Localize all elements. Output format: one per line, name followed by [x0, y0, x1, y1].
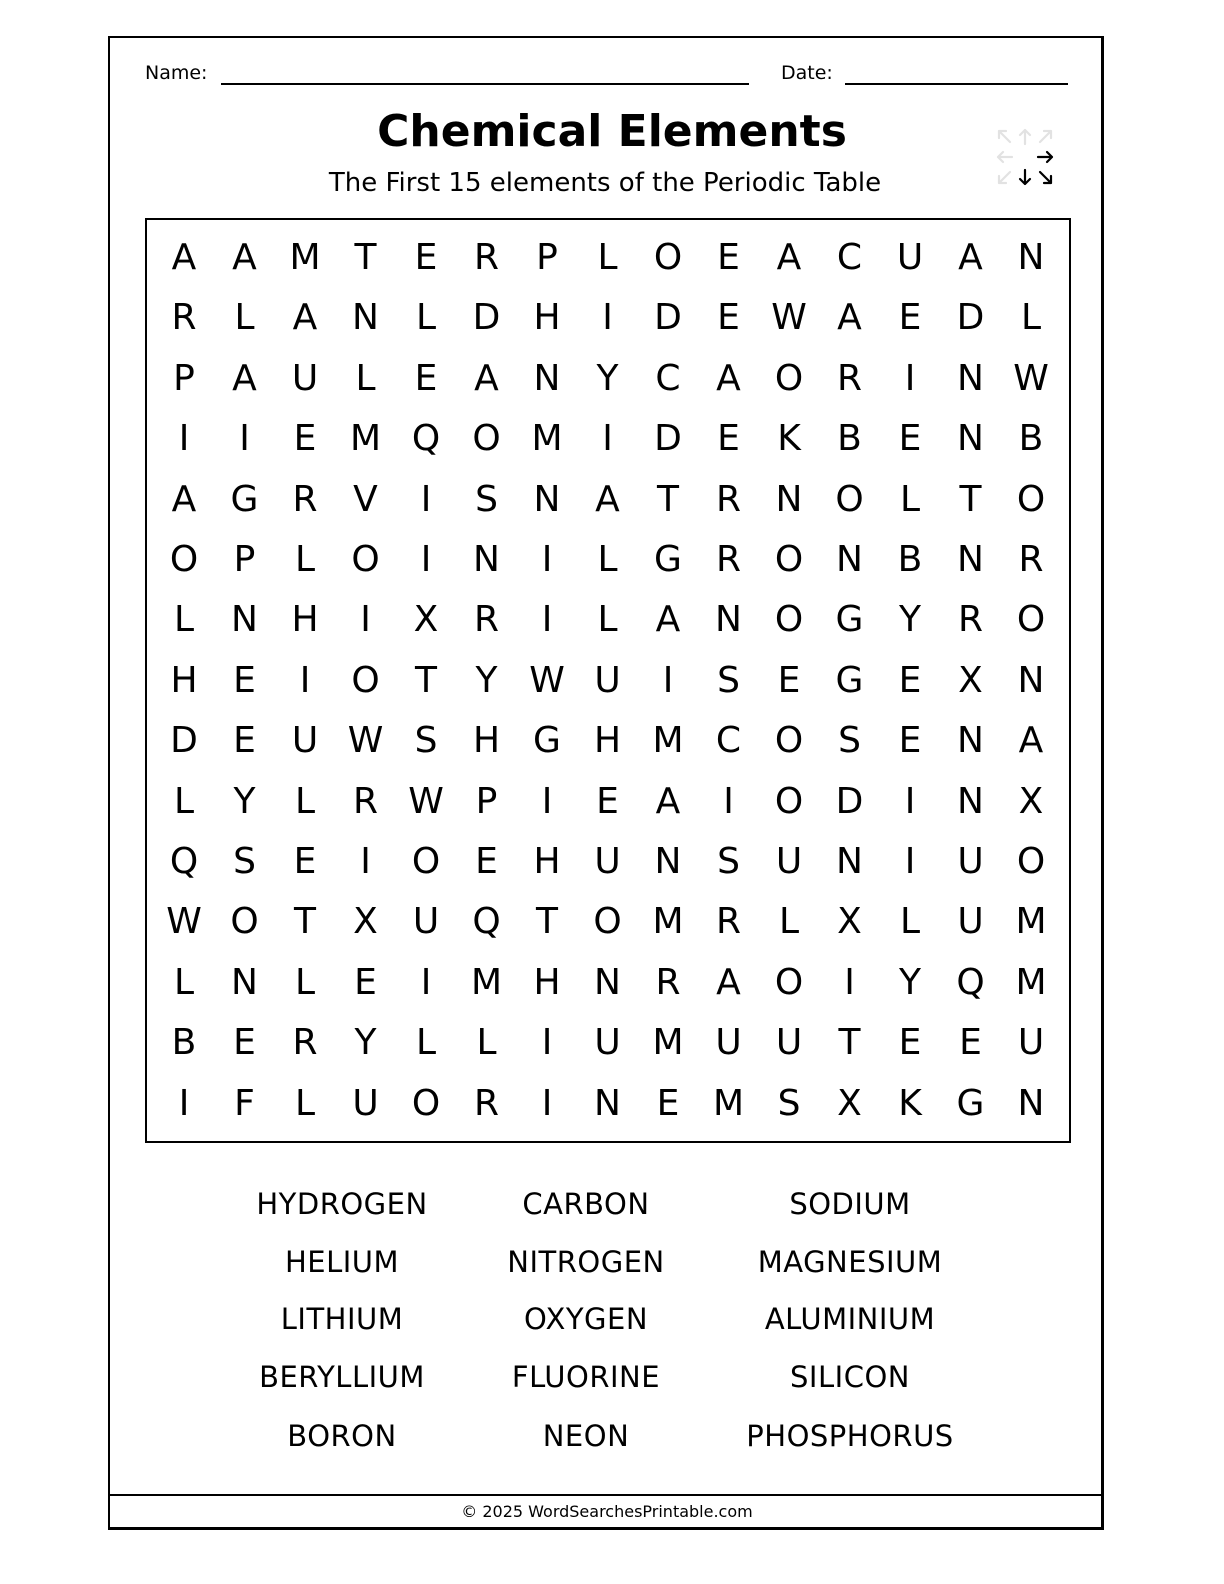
grid-cell[interactable]: I	[723, 780, 734, 822]
grid-cell[interactable]: O	[653, 237, 683, 278]
grid-cell[interactable]: U	[1017, 1022, 1045, 1064]
grid-cell[interactable]: A	[776, 237, 802, 278]
grid-cell[interactable]: I	[541, 1082, 553, 1124]
grid-cell[interactable]: N	[533, 357, 561, 399]
grid-cell[interactable]: L	[173, 599, 195, 641]
grid-cell[interactable]: R	[171, 297, 197, 339]
grid-cell[interactable]: X	[958, 659, 983, 701]
grid-cell[interactable]: L	[294, 780, 316, 822]
grid-cell[interactable]: Q	[169, 841, 199, 882]
grid-cell[interactable]: H	[533, 841, 561, 882]
grid-cell[interactable]: N	[1017, 237, 1045, 278]
word-list-item: NEON	[542, 1419, 630, 1453]
grid-cell[interactable]: M	[289, 237, 321, 278]
grid-cell[interactable]: I	[602, 297, 613, 339]
grid-cell[interactable]: D	[835, 780, 864, 822]
word-list-item: BORON	[287, 1419, 397, 1453]
grid-cell[interactable]: H	[291, 599, 319, 641]
page-title: Chemical Elements	[377, 106, 847, 157]
grid-cell[interactable]: A	[655, 599, 681, 641]
word-list-item: PHOSPHORUS	[746, 1419, 954, 1453]
grid-cell[interactable]: M	[1015, 961, 1047, 1003]
grid-cell[interactable]: U	[412, 901, 440, 943]
grid-cell[interactable]: M	[652, 1022, 684, 1064]
grid-cell[interactable]: N	[957, 418, 984, 460]
grid-cell[interactable]: D	[170, 720, 198, 762]
grid-cell[interactable]: N	[1017, 659, 1045, 701]
grid-cell[interactable]: B	[171, 1022, 197, 1064]
grid-cell[interactable]: E	[898, 720, 922, 762]
grid-cell[interactable]: L	[1020, 297, 1042, 339]
grid-cell[interactable]: E	[233, 659, 256, 701]
grid-cell[interactable]: U	[594, 841, 621, 882]
grid-cell[interactable]: H	[533, 297, 561, 339]
grid-cell[interactable]: N	[594, 961, 621, 1003]
grid-cell[interactable]: L	[355, 357, 376, 399]
grid-cell[interactable]: M	[652, 720, 684, 762]
grid-cell[interactable]: L	[597, 237, 618, 278]
grid-cell[interactable]: O	[593, 901, 622, 943]
grid-cell[interactable]: U	[291, 357, 319, 399]
grid-cell[interactable]: C	[836, 237, 863, 278]
grid-cell[interactable]: L	[415, 297, 437, 339]
grid-cell[interactable]: P	[233, 539, 256, 580]
grid-cell[interactable]: N	[957, 780, 984, 822]
grid-cell[interactable]: I	[178, 1082, 190, 1124]
grid-cell[interactable]: E	[717, 297, 740, 339]
grid-cell[interactable]: I	[541, 539, 553, 580]
grid-cell[interactable]: S	[838, 720, 861, 762]
word-list-item: SILICON	[790, 1360, 910, 1394]
grid-cell[interactable]: T	[294, 901, 316, 943]
grid-cell[interactable]: I	[299, 659, 311, 701]
name-label: Name:	[145, 62, 208, 84]
word-list-item: HYDROGEN	[256, 1187, 428, 1221]
grid-cell[interactable]: O	[230, 901, 259, 943]
grid-cell[interactable]: X	[1018, 780, 1044, 822]
grid-cell[interactable]: E	[414, 357, 438, 399]
grid-cell[interactable]: H	[533, 961, 561, 1003]
grid-cell[interactable]: U	[291, 720, 319, 762]
grid-cell[interactable]: D	[956, 297, 985, 339]
grid-cell[interactable]: I	[904, 780, 916, 822]
grid-cell[interactable]: A	[595, 478, 620, 520]
grid-cell[interactable]: N	[957, 539, 984, 580]
grid-cell[interactable]: L	[234, 297, 255, 339]
grid-cell[interactable]: R	[352, 780, 378, 822]
grid-cell[interactable]: I	[420, 539, 432, 580]
word-list-item: HELIUM	[284, 1245, 400, 1279]
grid-cell[interactable]: E	[717, 237, 740, 278]
grid-cell[interactable]: L	[415, 1022, 437, 1064]
grid-cell[interactable]: N	[533, 478, 561, 520]
grid-cell[interactable]: L	[778, 901, 800, 943]
grid-cell[interactable]: L	[294, 961, 316, 1003]
grid-cell[interactable]: L	[173, 780, 195, 822]
grid-cell[interactable]: W	[529, 659, 565, 701]
grid-cell[interactable]: A	[655, 780, 681, 822]
grid-cell[interactable]: G	[654, 539, 682, 580]
grid-cell[interactable]: O	[1016, 841, 1046, 882]
grid-cell[interactable]: I	[178, 418, 190, 460]
word-search-grid	[145, 218, 1071, 1143]
grid-cell[interactable]: O	[774, 780, 804, 822]
grid-cell[interactable]: R	[292, 1022, 318, 1064]
grid-cell[interactable]: E	[293, 841, 317, 882]
grid-cell[interactable]: Y	[899, 599, 921, 641]
grid-cell[interactable]: B	[1018, 418, 1044, 460]
grid-cell[interactable]: A	[292, 297, 318, 339]
grid-cell[interactable]: A	[474, 357, 499, 399]
grid-cell[interactable]: H	[472, 720, 501, 762]
grid-cell[interactable]: N	[836, 539, 863, 580]
grid-cell[interactable]: R	[473, 237, 499, 278]
grid-cell[interactable]: X	[413, 599, 439, 641]
grid-cell[interactable]: U	[957, 901, 984, 943]
grid-cell[interactable]: X	[837, 1082, 862, 1124]
grid-cell[interactable]: S	[233, 841, 256, 882]
grid-cell[interactable]: M	[531, 418, 563, 460]
grid-cell[interactable]: S	[414, 720, 438, 762]
grid-cell[interactable]: S	[777, 1082, 801, 1124]
grid-cell[interactable]: U	[352, 1082, 379, 1124]
grid-cell[interactable]: I	[239, 418, 250, 460]
grid-cell[interactable]: I	[360, 599, 371, 641]
grid-cell[interactable]: M	[712, 1082, 745, 1124]
grid-cell[interactable]: I	[844, 961, 855, 1003]
grid-cell[interactable]: U	[594, 659, 621, 701]
word-list-item: LITHIUM	[280, 1302, 404, 1336]
name-field[interactable]	[221, 83, 749, 85]
grid-cell[interactable]: U	[896, 237, 924, 278]
grid-cell[interactable]: Y	[233, 780, 256, 822]
grid-cell[interactable]: I	[420, 478, 432, 520]
word-list-item: ALUMINIUM	[764, 1302, 936, 1336]
grid-cell[interactable]: I	[602, 418, 613, 460]
grid-cell[interactable]: L	[294, 1082, 316, 1124]
grid-cell[interactable]: N	[473, 539, 500, 580]
grid-cell[interactable]: E	[898, 418, 922, 460]
grid-cell[interactable]: G	[230, 478, 259, 520]
grid-cell[interactable]: I	[662, 659, 674, 701]
date-label: Date:	[781, 62, 833, 84]
grid-cell[interactable]: B	[897, 539, 923, 580]
grid-cell[interactable]: O	[835, 478, 864, 520]
grid-cell[interactable]: S	[717, 841, 740, 882]
grid-cell[interactable]: A	[716, 961, 741, 1003]
grid-cell[interactable]: N	[775, 478, 803, 520]
grid-cell[interactable]: W	[347, 720, 384, 762]
grid-cell[interactable]: N	[594, 1082, 621, 1124]
grid-cell[interactable]: L	[899, 901, 921, 943]
grid-cell[interactable]: L	[597, 539, 618, 580]
grid-cell[interactable]: I	[541, 599, 553, 641]
date-field[interactable]	[845, 83, 1068, 85]
grid-cell[interactable]: A	[837, 297, 862, 339]
page-subtitle: The First 15 elements of the Periodic Table	[328, 168, 882, 198]
grid-cell[interactable]: E	[898, 297, 922, 339]
grid-cell[interactable]: W	[166, 901, 202, 943]
grid-cell[interactable]: I	[541, 1022, 553, 1064]
grid-cell[interactable]: D	[654, 418, 682, 460]
grid-cell[interactable]: M	[349, 418, 382, 460]
grid-cell[interactable]: R	[715, 539, 741, 580]
grid-cell[interactable]: U	[957, 841, 984, 882]
grid-cell[interactable]: G	[956, 1082, 985, 1124]
grid-cell[interactable]: W	[771, 297, 807, 339]
grid-cell[interactable]: N	[1017, 1082, 1045, 1124]
grid-cell[interactable]: A	[958, 237, 983, 278]
footer-copyright: © 2025 WordSearchesPrintable.com	[461, 1502, 753, 1521]
grid-cell[interactable]: T	[657, 478, 679, 520]
grid-cell[interactable]: O	[1016, 599, 1046, 641]
grid-cell[interactable]: Q	[411, 418, 441, 460]
grid-cell[interactable]: Y	[596, 357, 619, 399]
grid-cell[interactable]: K	[898, 1082, 922, 1124]
grid-cell[interactable]: R	[473, 1082, 499, 1124]
grid-cell[interactable]: B	[837, 418, 862, 460]
grid-cell[interactable]: O	[351, 659, 380, 701]
grid-cell[interactable]: E	[777, 659, 801, 701]
grid-cell[interactable]: W	[1013, 357, 1049, 399]
grid-cell[interactable]: P	[536, 237, 558, 278]
grid-cell[interactable]: Y	[354, 1022, 377, 1064]
grid-cell[interactable]: Q	[956, 961, 985, 1003]
grid-cell[interactable]: N	[352, 297, 379, 339]
grid-cell[interactable]: T	[354, 237, 377, 278]
grid-cell[interactable]: O	[774, 720, 804, 762]
grid-cell[interactable]: A	[232, 357, 257, 399]
word-list-item: MAGNESIUM	[757, 1245, 943, 1279]
grid-cell[interactable]: N	[957, 357, 984, 399]
grid-cell[interactable]: V	[353, 478, 378, 520]
grid-cell[interactable]: Q	[472, 901, 501, 943]
grid-cell[interactable]: O	[774, 539, 804, 580]
grid-cell[interactable]: C	[715, 720, 742, 762]
grid-cell[interactable]: I	[420, 961, 432, 1003]
grid-cell[interactable]: R	[473, 599, 499, 641]
grid-cell[interactable]: R	[655, 961, 681, 1003]
grid-cell[interactable]: H	[170, 659, 198, 701]
grid-cell[interactable]: X	[353, 901, 378, 943]
grid-cell[interactable]: E	[233, 720, 256, 762]
grid-cell[interactable]: P	[173, 357, 195, 399]
word-list-item: BERYLLIUM	[259, 1360, 425, 1394]
grid-cell[interactable]: N	[231, 961, 258, 1003]
grid-cell[interactable]: G	[835, 599, 864, 641]
grid-cell[interactable]: E	[959, 1022, 982, 1064]
grid-cell[interactable]: I	[904, 841, 916, 882]
grid-cell[interactable]: E	[414, 237, 438, 278]
grid-cell[interactable]: N	[715, 599, 742, 641]
grid-cell[interactable]: T	[415, 659, 437, 701]
grid-cell[interactable]: L	[294, 539, 316, 580]
grid-cell[interactable]: E	[656, 1082, 680, 1124]
grid-cell[interactable]: M	[1015, 901, 1047, 943]
grid-cell[interactable]: E	[354, 961, 377, 1003]
grid-cell[interactable]: O	[351, 539, 380, 580]
word-list-item: NITROGEN	[507, 1245, 665, 1279]
grid-cell[interactable]: E	[898, 659, 922, 701]
grid-cell[interactable]: O	[472, 418, 501, 460]
grid-cell[interactable]: O	[774, 357, 804, 399]
grid-cell[interactable]: R	[292, 478, 318, 520]
grid-cell[interactable]: G	[533, 720, 561, 762]
grid-cell[interactable]: O	[1016, 478, 1046, 520]
grid-cell[interactable]: M	[470, 961, 503, 1003]
grid-cell[interactable]: G	[835, 659, 864, 701]
grid-cell[interactable]: N	[654, 841, 682, 882]
grid-cell[interactable]: O	[774, 961, 804, 1003]
word-list-item: OXYGEN	[523, 1302, 649, 1336]
grid-cell[interactable]: E	[596, 780, 619, 822]
grid-cell[interactable]: M	[652, 901, 684, 943]
grid-cell[interactable]: A	[171, 237, 197, 278]
grid-cell[interactable]: R	[715, 901, 741, 943]
grid-cell[interactable]: N	[836, 841, 863, 882]
grid-cell[interactable]: L	[476, 1022, 497, 1064]
grid-cell[interactable]: Y	[475, 659, 498, 701]
grid-cell[interactable]: P	[475, 780, 498, 822]
grid-cell[interactable]: N	[957, 720, 984, 762]
grid-cell[interactable]: R	[1018, 539, 1044, 580]
grid-cell[interactable]: O	[411, 1082, 441, 1124]
grid-cell[interactable]: O	[169, 539, 199, 580]
grid-cell[interactable]: S	[475, 478, 498, 520]
grid-cell[interactable]: U	[594, 1022, 621, 1064]
grid-cell[interactable]: I	[360, 841, 371, 882]
grid-cell[interactable]: L	[899, 478, 921, 520]
word-list-item: CARBON	[522, 1187, 650, 1221]
grid-cell[interactable]: A	[716, 357, 741, 399]
grid-cell[interactable]: N	[231, 599, 258, 641]
grid-cell[interactable]: L	[597, 599, 618, 641]
word-list-item: FLUORINE	[511, 1360, 661, 1394]
grid-cell[interactable]: A	[171, 478, 197, 520]
grid-cell[interactable]: T	[536, 901, 558, 943]
grid-cell[interactable]: W	[408, 780, 444, 822]
grid-cell[interactable]: U	[715, 1022, 742, 1064]
grid-cell[interactable]: T	[959, 478, 982, 520]
grid-cell[interactable]: E	[233, 1022, 256, 1064]
grid-cell[interactable]: L	[173, 961, 195, 1003]
grid-cell[interactable]: A	[1018, 720, 1044, 762]
arrows-directions-icon	[994, 126, 1056, 188]
grid-cell[interactable]: O	[411, 841, 441, 882]
grid-cell[interactable]: I	[541, 780, 553, 822]
grid-cell[interactable]: R	[715, 478, 741, 520]
grid-cell[interactable]: I	[904, 357, 916, 399]
grid-cell[interactable]: A	[232, 237, 257, 278]
grid-cell[interactable]: D	[654, 297, 682, 339]
grid-cell[interactable]: E	[475, 841, 498, 882]
grid-cell[interactable]: O	[774, 599, 804, 641]
grid-cell[interactable]: E	[717, 418, 740, 460]
grid-cell[interactable]: H	[593, 720, 622, 762]
grid-cell[interactable]: R	[836, 357, 862, 399]
grid-cell[interactable]: C	[655, 357, 681, 399]
grid-cell[interactable]: K	[777, 418, 801, 460]
grid-cell[interactable]: S	[717, 659, 740, 701]
grid-cell[interactable]: E	[293, 418, 317, 460]
grid-cell[interactable]: T	[838, 1022, 861, 1064]
grid-cell[interactable]: E	[898, 1022, 922, 1064]
grid-cell[interactable]: D	[472, 297, 501, 339]
grid-cell[interactable]: X	[837, 901, 862, 943]
grid-cell[interactable]: F	[234, 1082, 255, 1124]
footer-divider	[108, 1494, 1104, 1496]
grid-cell[interactable]: U	[775, 841, 803, 882]
word-list-item: SODIUM	[789, 1187, 911, 1221]
grid-cell[interactable]: U	[775, 1022, 803, 1064]
grid-cell[interactable]: Y	[899, 961, 921, 1003]
grid-cell[interactable]: R	[957, 599, 983, 641]
